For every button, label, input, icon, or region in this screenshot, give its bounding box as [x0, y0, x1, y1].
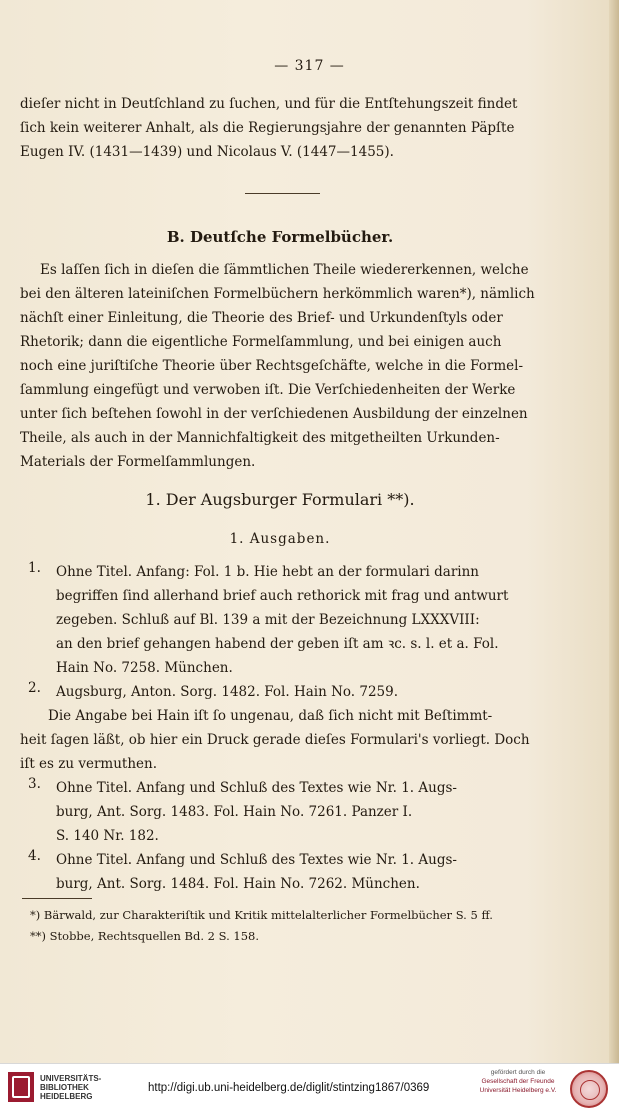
- item-number: 3.: [28, 776, 41, 792]
- text-line: an den brief gehangen habend der geben iſt am ꝛc. s. l. et a. Fol.: [56, 636, 499, 652]
- text-line: unter ſich beſtehen ſowohl in der verſchiedenen Ausbildung der einzelnen: [20, 406, 528, 422]
- text-line: Augsburg, Anton. Sorg. 1482. Fol. Hain No. 7259.: [56, 684, 399, 700]
- library-name: [40, 1074, 101, 1101]
- text-line: Hain No. 7258. München.: [56, 660, 233, 676]
- text-line: dieſer nicht in Deutſchland zu ſuchen, und für die Entſtehungszeit findet: [20, 96, 518, 112]
- sponsor-name: Gesellschaft der Freunde: [481, 1078, 555, 1085]
- library-name-line: BIBLIOTHEK: [40, 1083, 89, 1092]
- text-line: Ohne Titel. Anfang und Schluß des Textes wie Nr. 1. Augs-: [56, 852, 457, 868]
- edition-item-1: [30, 560, 550, 680]
- sponsor-notice: [476, 1068, 560, 1095]
- text-line: zegeben. Schluß auf Bl. 139 a mit der Bezeichnung LXXXVIII:: [56, 612, 480, 628]
- library-logo-icon: [8, 1072, 34, 1102]
- item-number: 1.: [28, 560, 41, 576]
- text-line: nächſt einer Einleitung, die Theorie des Brief- und Urkundenſtyls oder: [20, 310, 503, 326]
- section-divider: [245, 193, 320, 194]
- edition-item-4: [30, 848, 550, 896]
- text-line: Eugen IV. (1431—1439) und Nicolaus V. (1447—1455).: [20, 144, 394, 160]
- edition-note: [20, 704, 540, 776]
- subsubsection-heading: 1. Ausgaben.: [229, 531, 331, 547]
- edition-item-3: [30, 776, 550, 848]
- text-line: Rhetorik; dann die eigentliche Formelſammlung, und bei einigen auch: [20, 334, 502, 350]
- text-line: Es laſſen ſich in dieſen die ſämmtlichen Theile wiedererkennen, welche: [40, 262, 529, 278]
- text-line: Ohne Titel. Anfang: Fol. 1 b. Hie hebt an der formulari darinn: [56, 564, 479, 580]
- library-name-line: HEIDELBERG: [40, 1092, 93, 1101]
- library-name-line: UNIVERSITÄTS-: [40, 1074, 102, 1083]
- footnote-divider: [22, 898, 92, 899]
- text-line: Die Angabe bei Hain iſt ſo ungenau, daß ſich nicht mit Beſtimmt-: [48, 708, 493, 724]
- text-line: ſich kein weiterer Anhalt, als die Regierungsjahre der genannten Päpſte: [20, 120, 515, 136]
- text-line: begriffen ſind allerhand brief auch rethorick mit frag und antwurt: [56, 588, 509, 604]
- item-number: 4.: [28, 848, 41, 864]
- text-line: Materials der Formelſammlungen.: [20, 454, 256, 470]
- subsection-heading: 1. Der Augsburger Formulari **).: [145, 490, 415, 509]
- footnotes: [30, 905, 550, 947]
- section-b-paragraph: [20, 258, 540, 474]
- sponsor-label: gefördert durch die: [490, 1069, 546, 1076]
- text-line: ſammlung eingefügt und verwoben iſt. Die Verſchiedenheiten der Werke: [20, 382, 516, 398]
- item-number: 2.: [28, 680, 41, 696]
- intro-paragraph: [20, 92, 540, 164]
- text-line: noch eine juriſtiſche Theorie über Rechtsgeſchäfte, welche in die Formel-: [20, 358, 524, 374]
- permalink-url[interactable]: http://digi.ub.uni-heidelberg.de/diglit/stintzing1867/0369: [148, 1082, 430, 1094]
- text-line: bei den älteren lateiniſchen Formelbüchern herkömmlich waren*), nämlich: [20, 286, 535, 302]
- page-edge: [609, 0, 619, 1063]
- text-line: Theile, als auch in der Mannichfaltigkeit des mitgetheilten Urkunden-: [20, 430, 500, 446]
- text-line: Ohne Titel. Anfang und Schluß des Textes wie Nr. 1. Augs-: [56, 780, 457, 796]
- viewer-footer: [0, 1063, 619, 1114]
- page-number: — 317 —: [274, 58, 345, 74]
- university-seal-icon: [570, 1070, 608, 1108]
- section-b-heading: B. Deutſche Formelbücher.: [166, 228, 394, 246]
- text-line: burg, Ant. Sorg. 1484. Fol. Hain No. 7262. München.: [56, 876, 420, 892]
- text-line: heit ſagen läßt, ob hier ein Druck gerade dieſes Formulari's vorliegt. Doch: [20, 732, 530, 748]
- footnote: **) Stobbe, Rechtsquellen Bd. 2 S. 158.: [30, 929, 260, 943]
- text-line: burg, Ant. Sorg. 1483. Fol. Hain No. 7261. Panzer I.: [56, 804, 413, 820]
- sponsor-name: Universität Heidelberg e.V.: [479, 1087, 557, 1094]
- text-line: S. 140 Nr. 182.: [56, 828, 159, 844]
- footnote: *) Bärwald, zur Charakteriſtik und Kritik mittelalterlicher Formelbücher S. 5 ff.: [30, 908, 493, 922]
- text-line: iſt es zu vermuthen.: [20, 756, 157, 772]
- edition-item-2: [30, 680, 550, 704]
